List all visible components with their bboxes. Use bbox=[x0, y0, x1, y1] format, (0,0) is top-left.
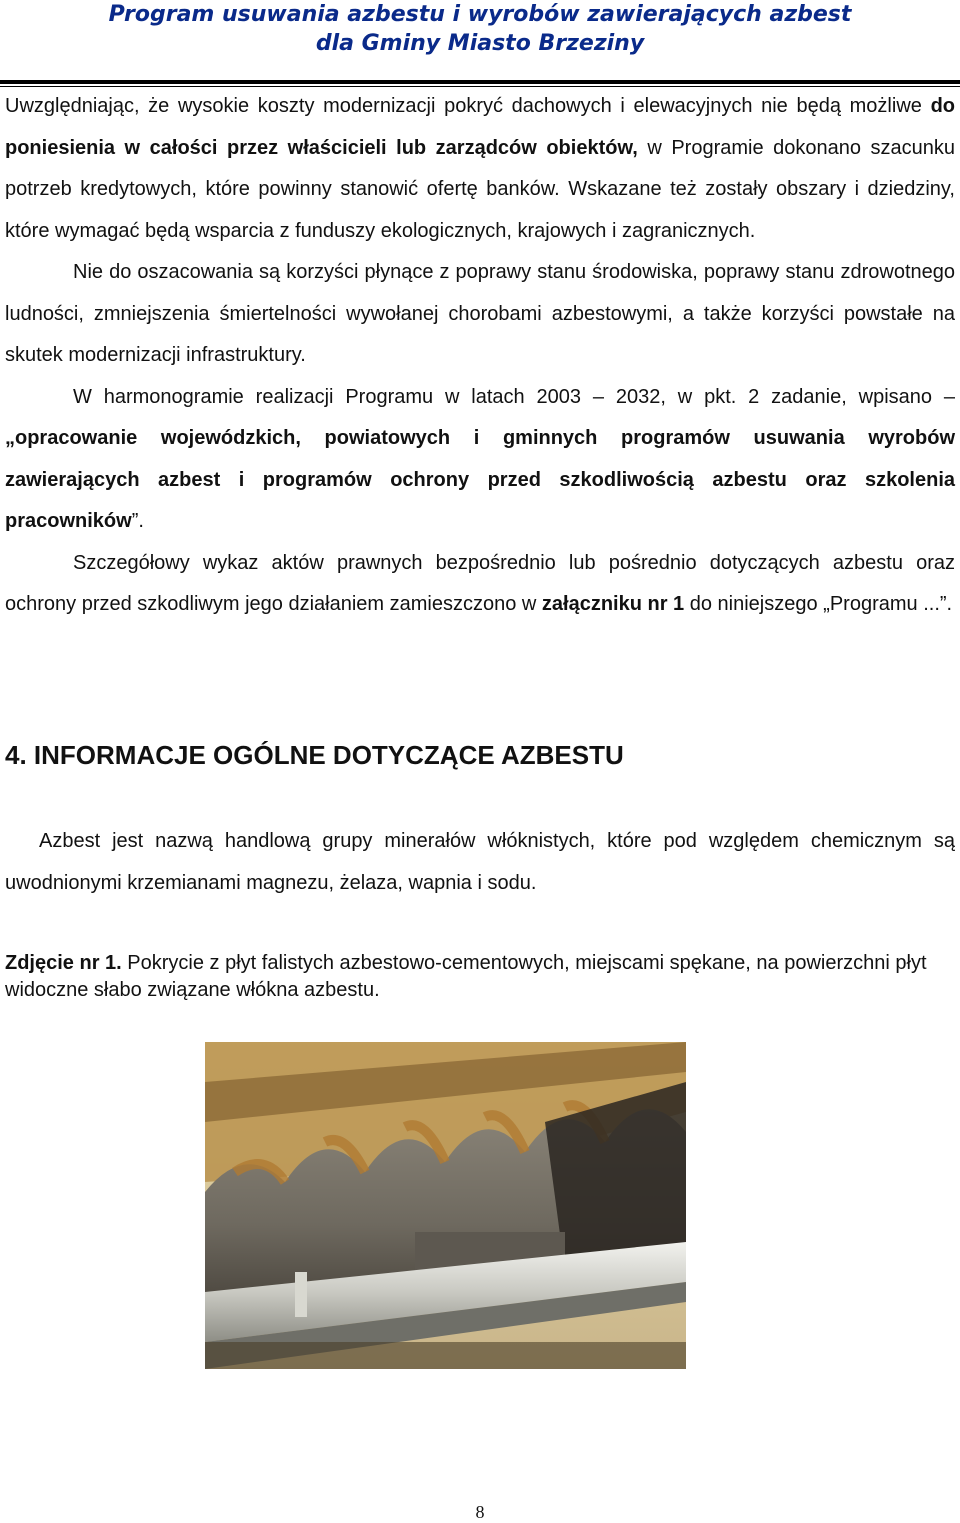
paragraph-1-bold: do poniesienia w całości przez właścicieli lub zarządców obiektów, bbox=[5, 95, 955, 159]
paragraph-3-text-c: ”. bbox=[131, 510, 144, 532]
paragraph-1-text-c: w Programie dokonano szacunku potrzeb kredytowych, które powinny stanowić ofertę banków. Wskazane też zostały obszary i dziedziny, które wymagać będą wsparcia z funduszy ekologicznych, krajowych i zagranicznych. bbox=[5, 136, 956, 242]
paragraph-1-text-a: Uwzględniając, że wysokie koszty modernizacji pokryć dachowych i elewacyjnych nie będą możliwe bbox=[5, 95, 931, 117]
roof-photo bbox=[205, 1042, 686, 1369]
section-paragraph: Azbest jest nazwą handlową grupy minerałów włóknistych, które pod względem chemicznym są uwodnionymi krzemianami magnezu, żelaza, wapnia i sodu. bbox=[5, 830, 955, 894]
paragraph-4 bbox=[5, 543, 955, 626]
paragraph-4-text-c: do niniejszego „Programu ...”. bbox=[684, 593, 953, 615]
page-number: 8 bbox=[475, 1502, 485, 1522]
paragraph-4-text-a: Szczegółowy wykaz aktów prawnych bezpośrednio lub pośrednio dotyczących azbestu oraz ochrony przed szkodliwym jego działaniem zamieszczono w bbox=[5, 551, 955, 615]
caption-label: Zdjęcie nr 1. bbox=[5, 952, 122, 974]
paragraph-3-bold: „opracowanie wojewódzkich, powiatowych i gminnych programów usuwania wyrobów zawierających azbest i programów ochrony przed szkodliwością azbestu oraz szkolenia pracowników bbox=[5, 427, 955, 532]
photo-caption bbox=[5, 950, 955, 1004]
header-rule bbox=[0, 80, 960, 84]
body-text bbox=[5, 86, 955, 626]
paragraph-1 bbox=[5, 86, 955, 252]
paragraph-2: Nie do oszacowania są korzyści płynące z poprawy stanu środowiska, poprawy stanu zdrowotnego ludności, zmniejszenia śmiertelności wywołanej chorobami azbestowymi, a także korzyści powstałe na skutek modernizacji infrastruktury. bbox=[5, 261, 955, 366]
paragraph-3 bbox=[5, 377, 955, 543]
caption-text: Pokrycie z płyt falistych azbestowo-cementowych, miejscami spękane, na powierzchni płyt widoczne słabo związane włókna azbestu. bbox=[5, 952, 927, 1001]
roof-photo-illustration bbox=[205, 1042, 686, 1369]
header-title-line2: dla Gminy Miasto Brzeziny bbox=[315, 31, 645, 56]
section-title: 4. INFORMACJE OGÓLNE DOTYCZĄCE AZBESTU bbox=[5, 740, 624, 770]
paragraph-3-text-a: W harmonogramie realizacji Programu w latach 2003 – 2032, w pkt. 2 zadanie, wpisano – bbox=[73, 385, 955, 408]
paragraph-4-bold-link: załączniku nr 1 bbox=[541, 593, 685, 615]
header-title-line1: Program usuwania azbestu i wyrobów zawierających azbest bbox=[108, 2, 852, 27]
page-header bbox=[0, 0, 960, 58]
